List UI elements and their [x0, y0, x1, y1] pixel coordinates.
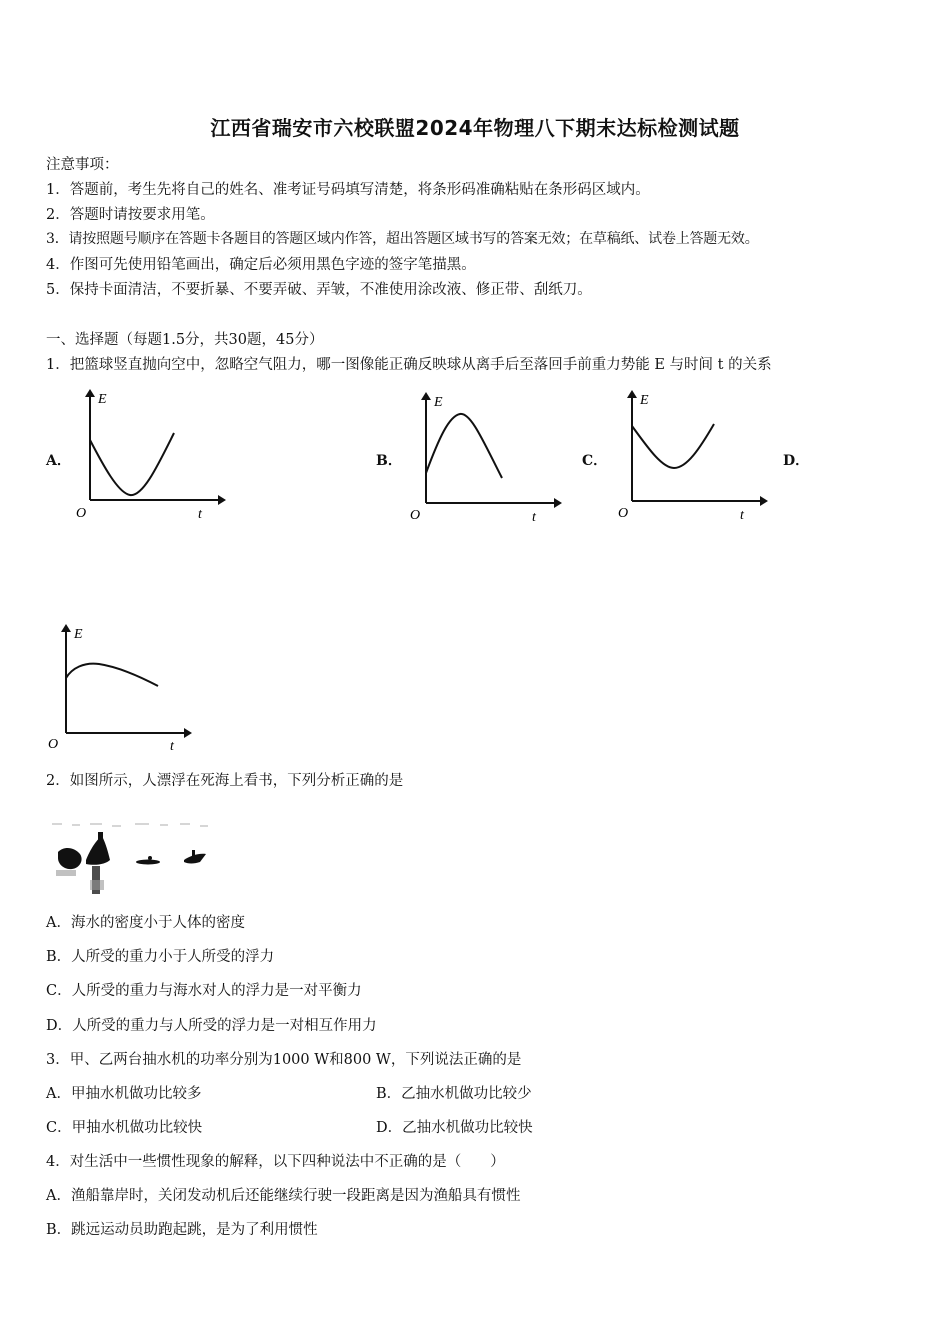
- q2-option-b: B．人所受的重力小于人所受的浮力: [46, 949, 275, 965]
- axis-label-e: E: [98, 392, 107, 407]
- q3-option-a: A．甲抽水机做功比较多: [46, 1086, 202, 1102]
- axis-label-t: t: [170, 739, 174, 754]
- q1-option-a-label: A．: [46, 453, 71, 469]
- axis-label-e: E: [640, 393, 649, 408]
- q3-option-c: C．甲抽水机做功比较快: [46, 1120, 203, 1136]
- q2-option-d: D．人所受的重力与人所受的浮力是一对相互作用力: [46, 1018, 377, 1034]
- question-2-stem: 2．如图所示，人漂浮在死海上看书，下列分析正确的是: [46, 773, 404, 789]
- note-item-2: 2．答题时请按要求用笔。: [46, 207, 215, 223]
- q1-graph-c: [610, 386, 770, 526]
- q1-graph-b: [404, 388, 564, 528]
- axis-origin: O: [76, 506, 87, 521]
- q1-option-c-label: C．: [582, 453, 608, 469]
- notes-heading: 注意事项：: [46, 157, 119, 173]
- question-4-stem: 4．对生活中一些惯性现象的解释，以下四种说法中不正确的是（ ）: [46, 1154, 505, 1170]
- note-item-4: 4．作图可先使用铅笔画出，确定后必须用黑色字迹的签字笔描黑。: [46, 257, 476, 273]
- q4-option-a: A．渔船靠岸时，关闭发动机后还能继续行驶一段距离是因为渔船具有惯性: [46, 1188, 521, 1204]
- q2-option-c: C．人所受的重力与海水对人的浮力是一对平衡力: [46, 983, 362, 999]
- section-heading: 一、选择题（每题1.5分，共30题，45分）: [46, 332, 324, 348]
- q4-option-b: B．跳远运动员助跑起跳，是为了利用惯性: [46, 1222, 318, 1238]
- question-1-stem: 1．把篮球竖直抛向空中，忽略空气阻力，哪一图像能正确反映球从离手后至落回手前重力势能 E 与时间 t 的关系: [46, 357, 772, 373]
- axis-origin: O: [618, 506, 629, 521]
- axis-label-e: E: [434, 395, 443, 410]
- q2-option-a: A．海水的密度小于人体的密度: [46, 915, 245, 931]
- axis-label-e: E: [74, 627, 83, 642]
- question-3-stem: 3．甲、乙两台抽水机的功率分别为1000 W和800 W，下列说法正确的是: [46, 1052, 522, 1068]
- axis-origin: O: [48, 737, 59, 752]
- axis-origin: O: [410, 508, 421, 523]
- axis-label-t: t: [740, 508, 744, 523]
- q1-option-b-label: B．: [376, 453, 402, 469]
- note-item-5: 5．保持卡面清洁，不要折暴、不要弄破、弄皱，不准使用涂改液、修正带、刮纸刀。: [46, 282, 592, 298]
- axis-label-t: t: [532, 510, 536, 525]
- q3-option-d: D．乙抽水机做功比较快: [376, 1120, 533, 1136]
- q3-option-b: B．乙抽水机做功比较少: [376, 1086, 532, 1102]
- axis-label-t: t: [198, 507, 202, 522]
- note-item-3: 3．请按照题号顺序在答题卡各题目的答题区域内作答，超出答题区域书写的答案无效；在草稿纸、试卷上答题无效。: [46, 231, 759, 247]
- q1-graph-d: [44, 620, 204, 760]
- note-item-1: 1．答题前，考生先将自己的姓名、准考证号码填写清楚，将条形码准确粘贴在条形码区域内。: [46, 182, 650, 198]
- q1-option-d-label: D．: [783, 453, 810, 469]
- page-title: 江西省瑞安市六校联盟2024年物理八下期末达标检测试题: [210, 116, 740, 140]
- q1-graph-a: [68, 385, 228, 525]
- dead-sea-photo: [50, 820, 212, 898]
